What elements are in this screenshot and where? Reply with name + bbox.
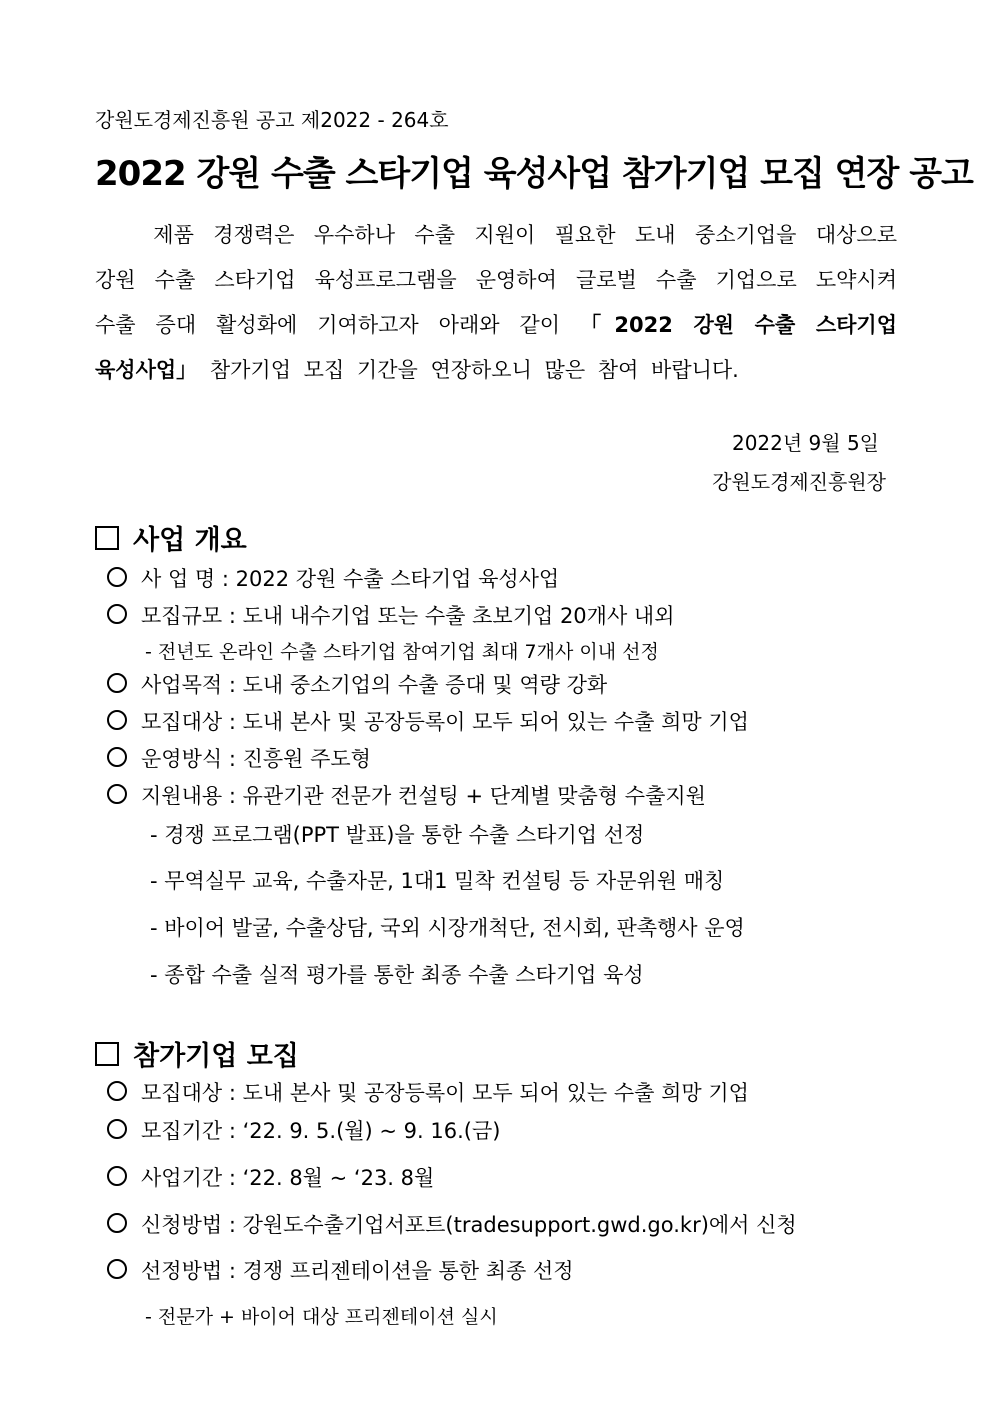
circle-icon [107, 710, 127, 730]
intro-line-1 [95, 213, 897, 258]
notice-number: 강원도경제진흥원 공고 제2022 - 264호 [95, 108, 449, 132]
intro-paragraph [95, 213, 897, 393]
list-item [107, 1209, 797, 1239]
section-heading-recruit [95, 1034, 299, 1073]
circle-icon [107, 1081, 127, 1101]
intro-line-3 [95, 303, 897, 348]
list-item-text: 선정방법 : 경쟁 프리젠테이션을 통한 최종 선정 [141, 1259, 574, 1283]
list-item [107, 1115, 500, 1145]
sub-item: - 바이어 발굴, 수출상담, 국외 시장개척단, 전시회, 판촉행사 운영 [150, 916, 745, 940]
list-item-text: 모집규모 : 도내 내수기업 또는 수출 초보기업 20개사 내외 [141, 604, 675, 628]
section-heading-text: 사업 개요 [133, 525, 247, 556]
intro-line-4 [95, 348, 897, 393]
list-item [107, 780, 706, 810]
list-item-text: 모집대상 : 도내 본사 및 공장등록이 모두 되어 있는 수출 희망 기업 [141, 710, 749, 734]
list-item-text: 사업목적 : 도내 중소기업의 수출 증대 및 역량 강화 [141, 673, 608, 697]
list-item [107, 563, 559, 593]
circle-icon [107, 784, 127, 804]
circle-icon [107, 1166, 127, 1186]
section-heading-text: 참가기업 모집 [133, 1041, 299, 1072]
intro-program-name: 「2022 강원 수출 스타기업 [580, 313, 897, 337]
sub-item: - 전년도 온라인 수출 스타기업 참여기업 최대 7개사 이내 선정 [145, 641, 659, 663]
circle-icon [107, 673, 127, 693]
list-item [107, 1255, 574, 1285]
list-item-text: 신청방법 : 강원도수출기업서포트(tradesupport.gwd.go.kr)에서 신청 [141, 1213, 797, 1237]
sub-item: - 경쟁 프로그램(PPT 발표)을 통한 수출 스타기업 선정 [150, 823, 645, 847]
list-item [107, 1077, 749, 1107]
intro-text-3: 수출 증대 활성화에 기여하고자 아래와 같이 [95, 313, 581, 337]
signer: 강원도경제진흥원장 [712, 470, 886, 494]
circle-icon [107, 1259, 127, 1279]
list-item-text: 사 업 명 : 2022 강원 수출 스타기업 육성사업 [141, 567, 560, 591]
circle-icon [107, 567, 127, 587]
section-heading-overview [95, 518, 247, 557]
intro-line-2: 강원 수출 스타기업 육성프로그램을 운영하여 글로벌 수출 기업으로 도약시켜 [95, 268, 897, 292]
notice-date: 2022년 9월 5일 [731, 431, 879, 455]
list-item-text: 모집대상 : 도내 본사 및 공장등록이 모두 되어 있는 수출 희망 기업 [141, 1081, 749, 1105]
square-icon [95, 1042, 119, 1066]
list-item-text: 사업기간 : ‘22. 8월 ~ ‘23. 8월 [141, 1166, 435, 1190]
circle-icon [107, 1119, 127, 1139]
sub-item: - 종합 수출 실적 평가를 통한 최종 수출 스타기업 육성 [150, 963, 644, 987]
list-item [107, 600, 675, 630]
circle-icon [107, 604, 127, 624]
intro-text-1: 제품 경쟁력은 우수하나 수출 지원이 필요한 도내 중소기업을 대상으로 [153, 223, 897, 247]
list-item-text: 지원내용 : 유관기관 전문가 컨설팅 + 단계별 맞춤형 수출지원 [141, 784, 706, 808]
sub-item: - 전문가 + 바이어 대상 프리젠테이션 실시 [145, 1306, 498, 1328]
list-item-text: 운영방식 : 진흥원 주도형 [141, 747, 371, 771]
intro-program-name-end: 육성사업」 [95, 358, 198, 382]
list-item [107, 1162, 434, 1192]
list-item [107, 669, 607, 699]
intro-text-4: 참가기업 모집 기간을 연장하오니 많은 참여 바랍니다. [209, 358, 739, 382]
page-title: 2022 강원 수출 스타기업 육성사업 참가기업 모집 연장 공고 [95, 154, 973, 194]
list-item [107, 743, 371, 773]
list-item-text: 모집기간 : ‘22. 9. 5.(월) ~ 9. 16.(금) [141, 1119, 501, 1143]
list-item [107, 706, 749, 736]
sub-item: - 무역실무 교육, 수출자문, 1대1 밀착 컨설팅 등 자문위원 매칭 [150, 869, 725, 893]
circle-icon [107, 1213, 127, 1233]
square-icon [95, 526, 119, 550]
circle-icon [107, 747, 127, 767]
